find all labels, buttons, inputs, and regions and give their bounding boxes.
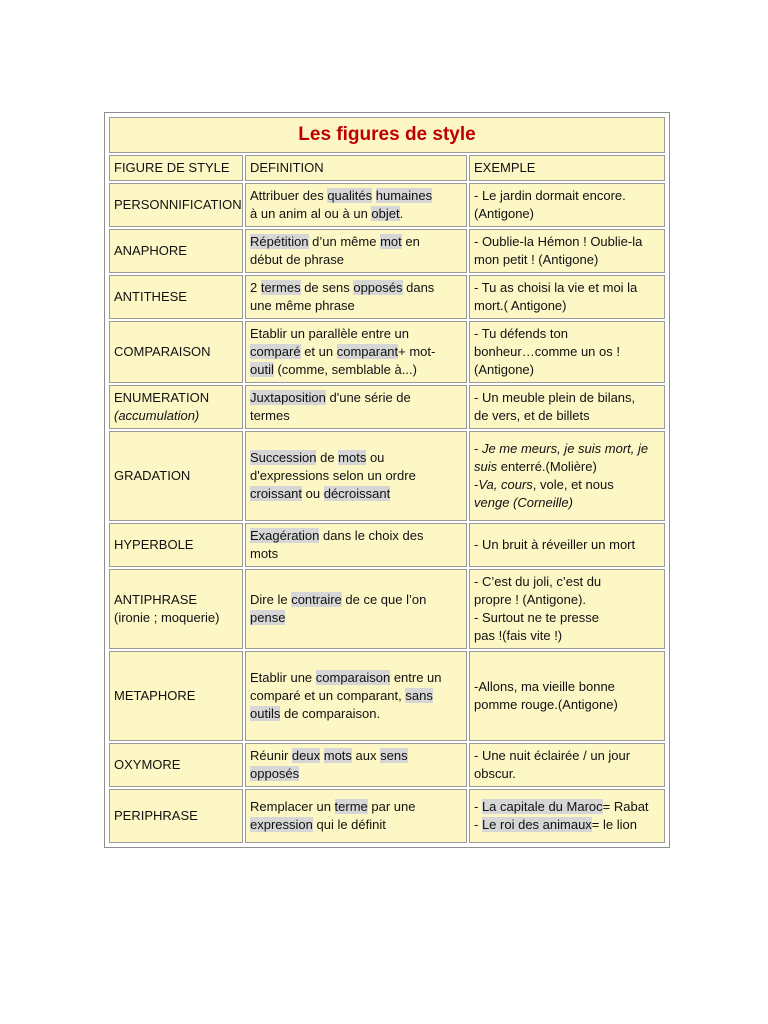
text-segment: par une: [367, 799, 416, 814]
highlighted-term: pense: [250, 610, 286, 625]
text-segment: Réunir: [250, 748, 292, 763]
example-cell: [469, 569, 665, 649]
text-segment: d'une série de: [325, 390, 411, 405]
definition-line: [250, 798, 462, 816]
text-segment: pas !(fais vite !): [474, 628, 563, 643]
definition-cell: [245, 321, 467, 383]
highlighted-term: outil: [250, 362, 274, 377]
example-cell: [469, 431, 665, 521]
highlighted-term: comparé: [250, 344, 301, 359]
example-line: [474, 279, 660, 297]
example-line: [474, 389, 660, 407]
text-segment: Remplacer un: [250, 799, 335, 814]
text-segment: - Tu as choisi la vie et moi la: [474, 280, 638, 295]
text-segment: (Antigone): [474, 206, 534, 221]
text-segment: début de phrase: [250, 252, 344, 267]
definition-line: [250, 669, 462, 687]
example-line: [474, 536, 660, 554]
highlighted-term: outils: [250, 706, 281, 721]
table-row: [109, 789, 665, 843]
figure-name: PERSONNIFICATION: [114, 197, 242, 212]
figure-cell: [109, 523, 243, 567]
text-segment: entre un: [390, 670, 442, 685]
figure-cell: [109, 569, 243, 649]
figures-table: [107, 115, 667, 845]
definition-line: [250, 545, 462, 563]
figure-name: ENUMERATION: [114, 390, 210, 405]
highlighted-term: Le roi des animaux: [481, 817, 592, 832]
example-line: [474, 325, 660, 343]
example-line: [474, 573, 660, 591]
definition-cell: [245, 569, 467, 649]
text-segment: -Allons, ma vieille bonne: [474, 679, 615, 694]
text-segment: - Un meuble plein de bilans,: [474, 390, 636, 405]
example-line: [474, 696, 660, 714]
definition-line: [250, 325, 462, 343]
text-segment: Je me meurs, je suis mort, je: [481, 441, 649, 456]
header-figure: FIGURE DE STYLE: [109, 155, 243, 181]
text-segment: mon petit ! (Antigone): [474, 252, 599, 267]
figure-cell: [109, 321, 243, 383]
highlighted-term: opposés: [250, 766, 300, 781]
text-segment: de comparaison.: [280, 706, 381, 721]
text-segment: (comme, semblable à...): [273, 362, 417, 377]
definition-cell: [245, 275, 467, 319]
highlighted-term: terme: [334, 799, 368, 814]
example-line: [474, 407, 660, 425]
text-segment: - C’est du joli, c’est du: [474, 574, 602, 589]
example-cell: [469, 229, 665, 273]
example-line: [474, 494, 660, 512]
definition-cell: [245, 651, 467, 741]
text-segment: = Rabat: [602, 799, 649, 814]
table-row: [109, 569, 665, 649]
definition-cell: [245, 183, 467, 227]
highlighted-term: mots: [323, 748, 352, 763]
definition-line: [250, 527, 462, 545]
figures-de-style-document: [104, 112, 670, 848]
figure-name: PERIPHRASE: [114, 808, 198, 823]
text-segment: Attribuer des: [250, 188, 328, 203]
highlighted-term: Juxtaposition: [250, 390, 326, 405]
figure-name: HYPERBOLE: [114, 537, 194, 552]
highlighted-term: expression: [250, 817, 313, 832]
definition-line: [250, 591, 462, 609]
definition-cell: [245, 789, 467, 843]
figure-name: ANAPHORE: [114, 243, 187, 258]
text-segment: bonheur…comme un os !: [474, 344, 620, 359]
text-segment: Etablir un parallèle entre un: [250, 326, 409, 341]
example-line: [474, 458, 660, 476]
definition-line: [250, 205, 462, 223]
definition-cell: [245, 229, 467, 273]
text-segment: de vers, et de billets: [474, 408, 590, 423]
definition-line: [250, 343, 462, 361]
text-segment: suis: [474, 459, 498, 474]
text-segment: pomme rouge.(Antigone): [474, 697, 618, 712]
definition-cell: [245, 523, 467, 567]
text-segment: dans: [402, 280, 435, 295]
definition-line: [250, 485, 462, 503]
text-segment: une même phrase: [250, 298, 355, 313]
definition-line: [250, 361, 462, 379]
figure-cell: [109, 229, 243, 273]
text-segment: termes: [250, 408, 290, 423]
highlighted-term: Succession: [250, 450, 317, 465]
text-segment: Etablir une: [250, 670, 316, 685]
example-line: [474, 609, 660, 627]
text-segment: propre ! (Antigone).: [474, 592, 587, 607]
definition-line: [250, 187, 462, 205]
text-segment: (Antigone): [474, 362, 534, 377]
highlighted-term: termes: [260, 280, 301, 295]
example-line: [474, 297, 660, 315]
definition-line: [250, 251, 462, 269]
highlighted-term: Exagération: [250, 528, 320, 543]
figure-cell: [109, 183, 243, 227]
document-title: Les figures de style: [109, 117, 665, 153]
example-line: [474, 233, 660, 251]
table-row: [109, 275, 665, 319]
example-line: [474, 747, 660, 765]
example-line: [474, 816, 660, 834]
example-line: [474, 187, 660, 205]
highlighted-term: La capitale du Maroc: [481, 799, 603, 814]
text-segment: -: [474, 441, 482, 456]
text-segment: aux: [351, 748, 381, 763]
text-segment: - Tu défends ton: [474, 326, 568, 341]
highlighted-term: comparaison: [315, 670, 391, 685]
definition-line: [250, 705, 462, 723]
example-line: [474, 798, 660, 816]
text-segment: d'expressions selon un ordre: [250, 468, 416, 483]
text-segment: - Le jardin dormait encore.: [474, 188, 626, 203]
text-segment: -: [474, 477, 479, 492]
highlighted-term: humaines: [375, 188, 433, 203]
text-segment: de sens: [300, 280, 354, 295]
text-segment: comparé et un comparant,: [250, 688, 406, 703]
definition-cell: [245, 431, 467, 521]
text-segment: obscur.: [474, 766, 516, 781]
text-segment: Dire le: [250, 592, 292, 607]
text-segment: - Une nuit éclairée / un jour: [474, 748, 631, 763]
text-segment: mots: [250, 546, 279, 561]
text-segment: + mot-: [398, 344, 436, 359]
example-cell: [469, 275, 665, 319]
example-cell: [469, 385, 665, 429]
text-segment: - Un bruit à réveiller un mort: [474, 537, 636, 552]
highlighted-term: qualités: [327, 188, 373, 203]
example-cell: [469, 743, 665, 787]
figure-cell: [109, 743, 243, 787]
table-row: [109, 651, 665, 741]
example-cell: [469, 789, 665, 843]
text-segment: de ce que l’on: [341, 592, 427, 607]
text-segment: ou: [302, 486, 324, 501]
highlighted-term: contraire: [291, 592, 342, 607]
example-line: [474, 476, 660, 494]
figure-cell: [109, 789, 243, 843]
highlighted-term: comparant: [336, 344, 399, 359]
highlighted-term: décroissant: [323, 486, 391, 501]
figure-name: METAPHORE: [114, 688, 196, 703]
definition-cell: [245, 743, 467, 787]
figure-name: ANTITHESE: [114, 289, 187, 304]
example-cell: [469, 651, 665, 741]
example-line: [474, 205, 660, 223]
definition-line: [250, 609, 462, 627]
figure-subtitle: (accumulation): [114, 408, 200, 423]
definition-line: [250, 279, 462, 297]
example-line: [474, 627, 660, 645]
highlighted-term: croissant: [250, 486, 303, 501]
table-row: [109, 385, 665, 429]
definition-cell: [245, 385, 467, 429]
highlighted-term: Répétition: [250, 234, 309, 249]
text-segment: venge (Corneille): [474, 495, 573, 510]
text-segment: -: [474, 799, 482, 814]
definition-line: [250, 407, 462, 425]
text-segment: Va, cours: [478, 477, 533, 492]
text-segment: mort.( Antigone): [474, 298, 567, 313]
highlighted-term: sens: [380, 748, 408, 763]
definition-line: [250, 765, 462, 783]
example-line: [474, 440, 660, 458]
example-cell: [469, 183, 665, 227]
example-line: [474, 678, 660, 696]
text-segment: à un anim al ou à un: [250, 206, 372, 221]
table-row: [109, 321, 665, 383]
example-line: [474, 765, 660, 783]
highlighted-term: opposés: [353, 280, 403, 295]
text-segment: = le lion: [591, 817, 637, 832]
example-line: [474, 591, 660, 609]
header-definition: DEFINITION: [245, 155, 467, 181]
example-cell: [469, 523, 665, 567]
figure-name: OXYMORE: [114, 757, 181, 772]
example-cell: [469, 321, 665, 383]
example-line: [474, 361, 660, 379]
definition-line: [250, 747, 462, 765]
highlighted-term: mot: [380, 234, 402, 249]
table-row: [109, 743, 665, 787]
figure-name: COMPARAISON: [114, 344, 211, 359]
definition-line: [250, 467, 462, 485]
table-row: [109, 229, 665, 273]
highlighted-term: mots: [338, 450, 367, 465]
text-segment: d’un même: [308, 234, 381, 249]
text-segment: dans le choix des: [319, 528, 424, 543]
figure-name: GRADATION: [114, 468, 191, 483]
text-segment: , vole, et nous: [532, 477, 614, 492]
text-segment: 2: [250, 280, 261, 295]
definition-line: [250, 297, 462, 315]
highlighted-term: sans: [405, 688, 433, 703]
example-line: [474, 343, 660, 361]
figure-subtitle: (ironie ; moquerie): [114, 610, 220, 625]
definition-line: [250, 687, 462, 705]
figure-cell: [109, 275, 243, 319]
figure-cell: [109, 651, 243, 741]
text-segment: ou: [366, 450, 385, 465]
text-segment: - Oublie-la Hémon ! Oublie-la: [474, 234, 643, 249]
definition-line: [250, 816, 462, 834]
text-segment: .: [399, 206, 404, 221]
text-segment: enterré.(Molière): [497, 459, 597, 474]
text-segment: - Surtout ne te presse: [474, 610, 600, 625]
figure-cell: [109, 385, 243, 429]
table-body: [109, 183, 665, 843]
figure-cell: [109, 431, 243, 521]
table-row: [109, 523, 665, 567]
definition-line: [250, 449, 462, 467]
highlighted-term: deux: [291, 748, 321, 763]
table-row: [109, 183, 665, 227]
definition-line: [250, 233, 462, 251]
example-line: [474, 251, 660, 269]
text-segment: de: [316, 450, 339, 465]
text-segment: qui le définit: [312, 817, 386, 832]
text-segment: -: [474, 817, 482, 832]
table-row: [109, 431, 665, 521]
text-segment: en: [401, 234, 420, 249]
figure-name: ANTIPHRASE: [114, 592, 198, 607]
definition-line: [250, 389, 462, 407]
highlighted-term: objet: [371, 206, 400, 221]
text-segment: et un: [300, 344, 337, 359]
header-exemple: EXEMPLE: [469, 155, 665, 181]
